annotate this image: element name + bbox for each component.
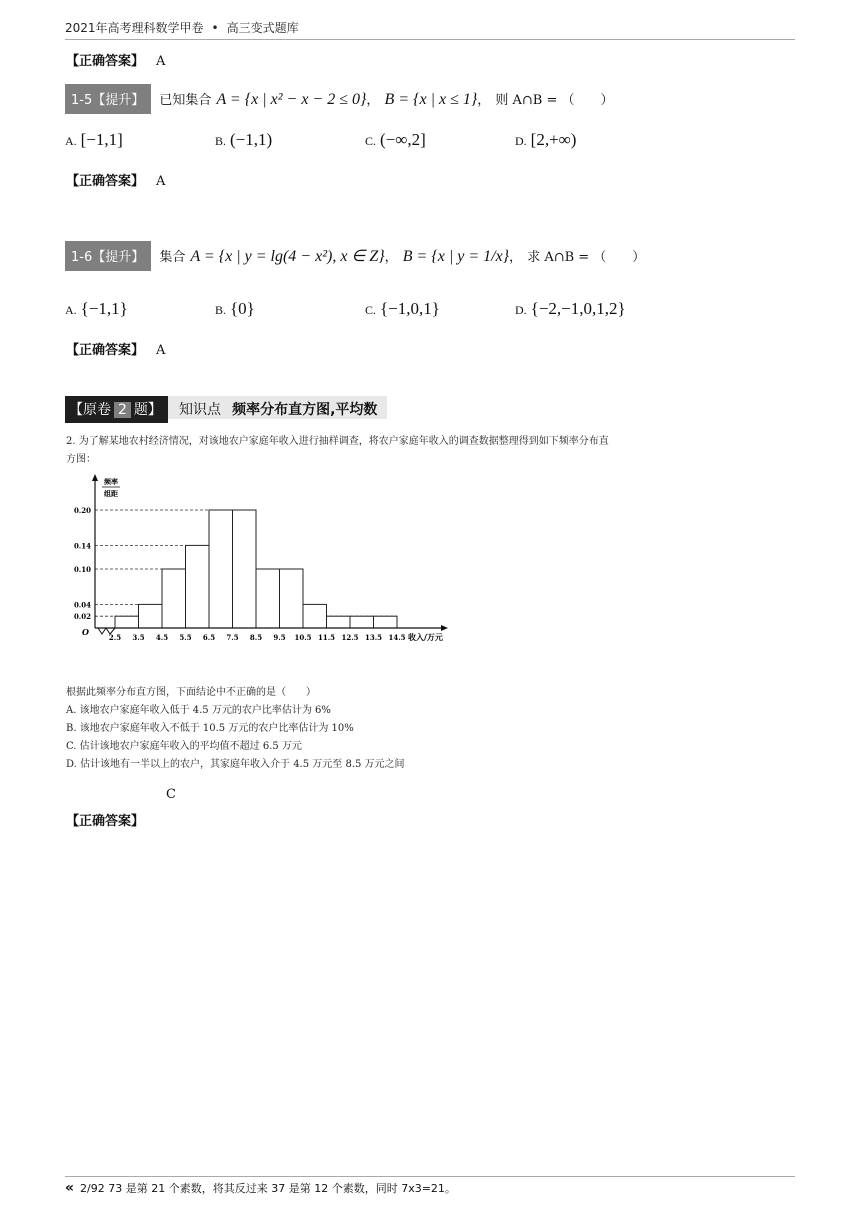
footer-rule xyxy=(65,1176,795,1177)
q2-option-c[interactable]: C. 估计该地农户家庭年收入的平均值不超过 6.5 万元 xyxy=(66,741,302,752)
set-b-formula: B = {x | x ≤ 1} xyxy=(384,91,478,108)
x-tick-label: 7.5 xyxy=(226,633,239,642)
question-tag: 1-5【提升】 xyxy=(65,84,151,114)
histogram-bar xyxy=(233,510,257,628)
x-axis-arrow xyxy=(441,625,448,631)
section-badge: 【原卷 2 题】 xyxy=(65,396,168,423)
header-subtitle: 高三变式题库 xyxy=(226,21,299,35)
answer-label: 【正确答案】 xyxy=(66,54,145,69)
option-d[interactable]: D. {−2,−1,0,1,2} xyxy=(515,299,626,318)
x-tick-label: 12.5 xyxy=(341,633,359,642)
question-ask: 求 A∩B = （ ） xyxy=(527,250,646,265)
x-tick-label: 2.5 xyxy=(108,633,122,642)
histogram-bar xyxy=(350,616,374,628)
histogram-bar xyxy=(256,569,280,628)
histogram-bar xyxy=(139,604,163,628)
option-d[interactable]: D. [2,+∞) xyxy=(515,130,577,149)
x-tick-label: 4.5 xyxy=(155,633,169,642)
double-chevron-left-icon[interactable]: « xyxy=(65,1180,75,1196)
set-b-formula: B = {x | y = 1/x} xyxy=(402,248,510,265)
y-tick-label: 0.14 xyxy=(73,541,91,551)
option-a[interactable]: A. {−1,1} xyxy=(65,299,128,318)
x-tick-label: 14.5 xyxy=(388,633,406,642)
x-tick-label: 11.5 xyxy=(317,633,336,642)
x-tick-label: 6.5 xyxy=(202,633,216,642)
q2-prompt: 根据此频率分布直方图，下面结论中不正确的是（ ） xyxy=(66,687,316,698)
x-tick-label: 13.5 xyxy=(364,633,383,642)
answer-line-1-5: 【正确答案】 A xyxy=(66,174,166,189)
y-tick-label: 0.04 xyxy=(73,600,91,610)
x-tick-label: 3.5 xyxy=(132,633,145,642)
q2-answer-label: 【正确答案】 xyxy=(66,814,145,829)
knowledge-value: 频率分布直方图,平均数 xyxy=(232,402,378,418)
y-tick-label: 0.02 xyxy=(73,612,91,622)
option-c[interactable]: C. (−∞,2] xyxy=(365,130,426,149)
option-a[interactable]: A. [−1,1] xyxy=(65,130,123,149)
knowledge-label: 知识点 xyxy=(179,402,222,418)
histogram-bar xyxy=(327,616,351,628)
footer-text: 2/92 73 是第 21 个素数，将其反过来 37 是第 12 个素数，同时 7x3=21。 xyxy=(80,1182,456,1195)
question-1-6: 1-6【提升】 集合 A = {x | y = lg(4 − x²), x ∈ Z}， B = {x | y = 1/x}， 求 A∩B = （ ） xyxy=(65,241,645,271)
histogram-bar xyxy=(162,569,186,628)
option-c[interactable]: C. {−1,0,1} xyxy=(365,299,440,318)
q2-option-d[interactable]: D. 估计该地有一半以上的农户，其家庭年收入介于 4.5 万元至 8.5 万元之间 xyxy=(66,759,405,770)
y-tick-label: 0.20 xyxy=(73,506,91,515)
q2-stem-line1: 2. 为了解某地农村经济情况，对该地农户家庭年收入进行抽样调查，将农户家庭年收入的调查数据整理得到如下频率分布直 xyxy=(66,436,609,447)
y-axis-arrow xyxy=(92,474,98,481)
section-bar xyxy=(65,396,387,419)
histogram-chart xyxy=(60,468,460,648)
header-separator: • xyxy=(211,21,219,35)
q2-answer-value: C xyxy=(166,787,176,802)
answer-value: A xyxy=(156,54,166,69)
x-tick-label: 9.5 xyxy=(273,633,286,642)
answer-line-top xyxy=(66,50,165,69)
q2-stem-line2: 方图： xyxy=(66,454,96,465)
header-rule xyxy=(65,39,795,40)
question-ask: 则 A∩B = （ ） xyxy=(495,93,614,108)
option-b[interactable]: B. {0} xyxy=(215,299,255,318)
set-a-formula: A = {x | y = lg(4 − x²), x ∈ Z} xyxy=(190,248,385,265)
header-title: 2021年高考理科数学甲卷 xyxy=(65,21,204,35)
set-a-formula: A = {x | x² − x − 2 ≤ 0} xyxy=(216,91,367,108)
question-1-5: 1-5【提升】 已知集合 A = {x | x² − x − 2 ≤ 0}， B = {x | x ≤ 1}， 则 A∩B = （ ） xyxy=(65,84,613,114)
histogram-bar xyxy=(303,604,327,628)
histogram-bar xyxy=(209,510,233,628)
histogram-bar xyxy=(280,569,304,628)
x-axis-label: 收入/万元 xyxy=(408,633,443,642)
x-tick-label: 10.5 xyxy=(294,633,312,642)
y-label-top: 频率 xyxy=(104,478,118,486)
question-lead: 集合 xyxy=(159,250,186,265)
y-tick-label: 0.10 xyxy=(73,565,91,574)
histogram-bar xyxy=(115,616,139,628)
question-lead: 已知集合 xyxy=(159,93,212,108)
answer-line-1-6: 【正确答案】 A xyxy=(66,343,166,358)
q2-option-b[interactable]: B. 该地农户家庭年收入不低于 10.5 万元的农户比率估计为 10% xyxy=(66,723,354,734)
option-b[interactable]: B. (−1,1) xyxy=(215,130,273,149)
y-label-bottom: 组距 xyxy=(104,490,118,498)
histogram-bar xyxy=(186,545,210,628)
question-tag: 1-6【提升】 xyxy=(65,241,151,271)
q2-option-a[interactable]: A. 该地农户家庭年收入低于 4.5 万元的农户比率估计为 6% xyxy=(66,705,331,716)
page-header xyxy=(65,19,299,36)
x-tick-label: 5.5 xyxy=(179,633,192,642)
page-footer xyxy=(65,1180,456,1196)
histogram-bar xyxy=(374,616,398,628)
origin-label: O xyxy=(82,627,89,637)
x-tick-label: 8.5 xyxy=(249,633,263,642)
